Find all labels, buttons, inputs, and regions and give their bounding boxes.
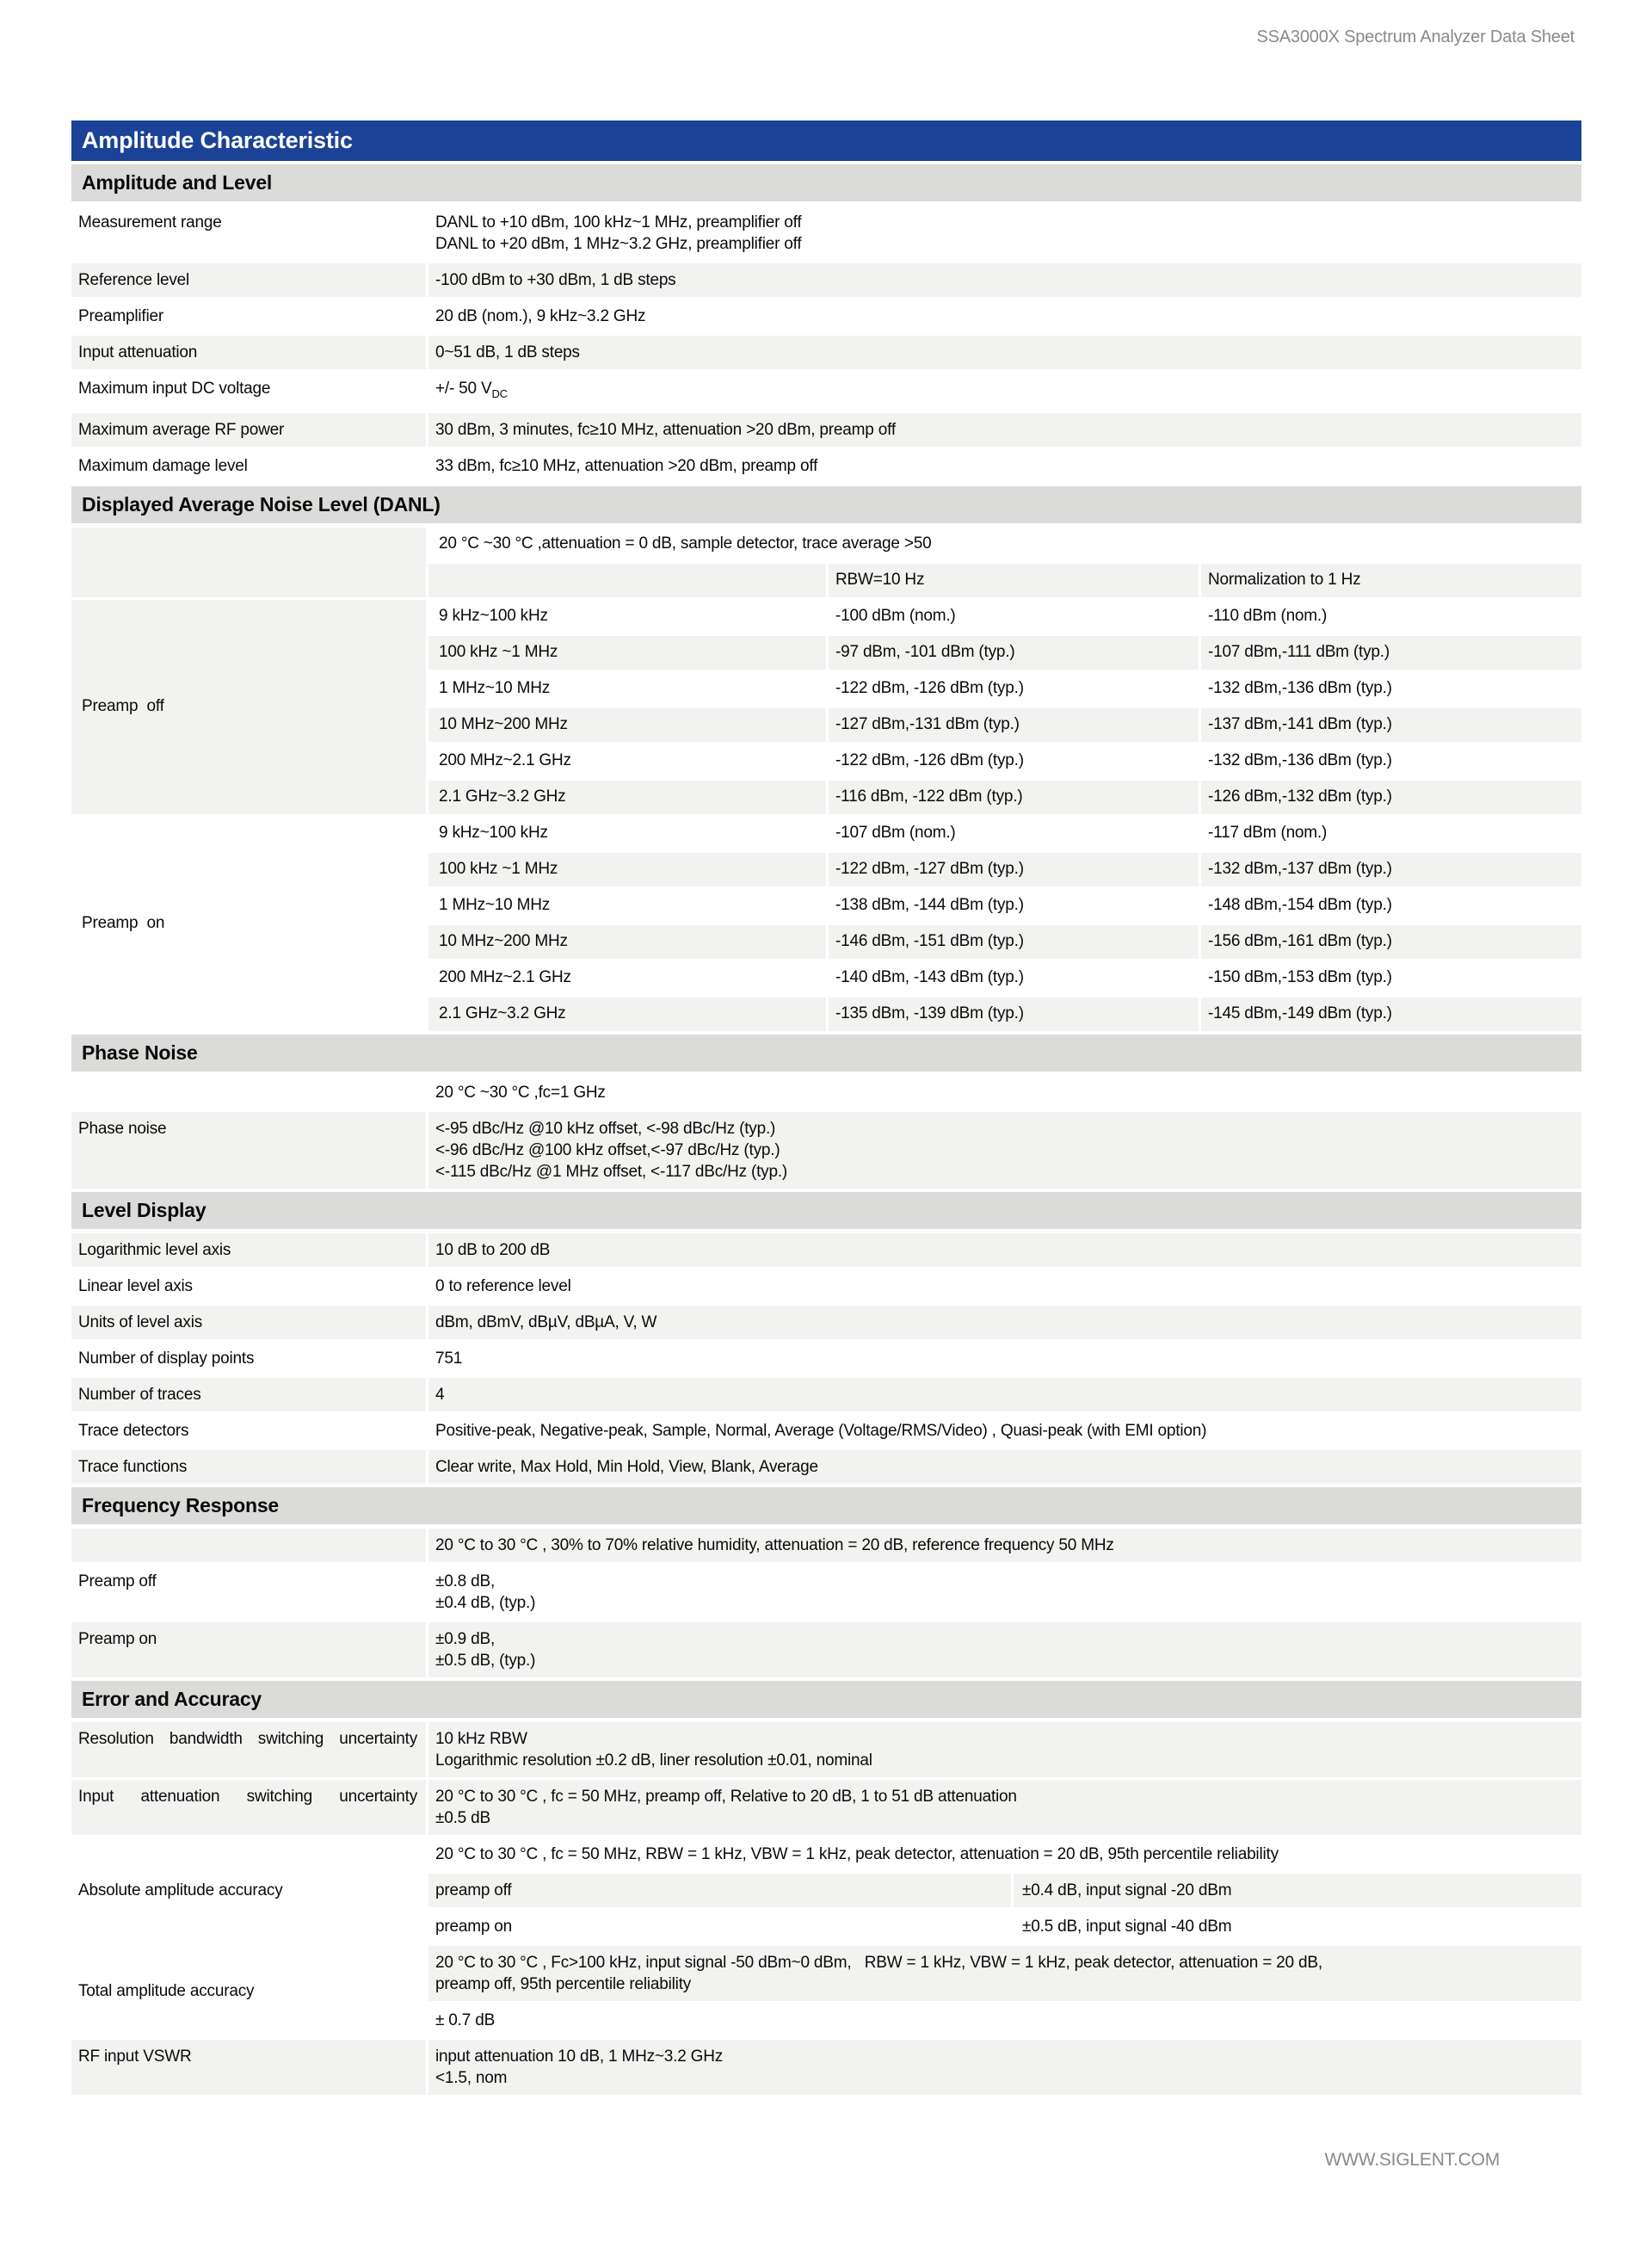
section-header-level-display: Level Display <box>71 1189 1581 1231</box>
danl-rbw-cell: -138 dBm, -144 dBm (typ.) <box>829 889 1199 923</box>
danl-group-label: Preamp on <box>71 817 426 1031</box>
row-label: Linear level axis <box>71 1269 426 1303</box>
value-line: ±0.5 dB, (typ.) <box>435 1651 536 1670</box>
spec-row <box>71 1777 1581 1835</box>
row-value: ± 0.7 dB <box>428 2001 1581 2037</box>
danl-norm-cell: -156 dBm,-161 dBm (typ.) <box>1201 925 1581 959</box>
condition-row <box>71 1073 1581 1109</box>
row-label: Maximum input DC voltage <box>71 372 426 411</box>
value-line: Positive-peak, Negative-peak, Sample, Normal, Average (Voltage/RMS/Video) , Quasi-peak (with EMI option) <box>435 1421 1207 1440</box>
danl-norm-cell: -150 dBm,-153 dBm (typ.) <box>1201 961 1581 995</box>
spec-row <box>71 1109 1581 1189</box>
value-line: DANL to +10 dBm, 100 kHz~1 MHz, preamplifier off <box>435 213 802 232</box>
danl-rbw-cell: -122 dBm, -126 dBm (typ.) <box>829 672 1199 706</box>
doc-header: SSA3000X Spectrum Analyzer Data Sheet <box>1256 28 1575 46</box>
value-line: 20 °C ~30 °C ,fc=1 GHz <box>435 1083 606 1102</box>
section-header-danl: Displayed Average Noise Level (DANL) <box>71 483 1581 525</box>
value-line: 10 kHz RBW <box>435 1729 527 1748</box>
row-value <box>428 1722 1581 1777</box>
sub-row-label: preamp off <box>428 1874 1011 1907</box>
section-header-phase-noise: Phase Noise <box>71 1031 1581 1073</box>
value-line: Logarithmic resolution ±0.2 dB, liner resolution ±0.01, nominal <box>435 1751 872 1770</box>
value-line: ±0.4 dB, (typ.) <box>435 1593 536 1612</box>
danl-norm-cell: -132 dBm,-136 dBm (typ.) <box>1201 672 1581 706</box>
danl-rbw-cell: -127 dBm,-131 dBm (typ.) <box>829 708 1199 742</box>
sub-row-value: ±0.5 dB, input signal -40 dBm <box>1014 1910 1581 1943</box>
value-line: <-95 dBc/Hz @10 kHz offset, <-98 dBc/Hz (typ.) <box>435 1119 776 1138</box>
spec-row <box>71 1720 1581 1777</box>
condition-row <box>428 1946 1581 2001</box>
sub-row <box>428 1871 1581 1907</box>
danl-rbw-cell: -140 dBm, -143 dBm (typ.) <box>829 961 1199 995</box>
sub-row <box>428 1907 1581 1943</box>
danl-rbw-cell: -116 dBm, -122 dBm (typ.) <box>829 781 1199 814</box>
row-value <box>428 1450 1581 1484</box>
datasheet-content <box>71 120 1581 2095</box>
spec-row <box>71 1448 1581 1484</box>
value-line: -100 dBm to +30 dBm, 1 dB steps <box>435 271 676 289</box>
row-label: Input attenuation <box>71 336 426 369</box>
spec-row <box>71 1620 1581 1677</box>
danl-range-cell: 200 MHz~2.1 GHz <box>428 744 826 778</box>
row-label: RF input VSWR <box>71 2040 426 2095</box>
condition-row: 20 °C to 30 °C , fc = 50 MHz, RBW = 1 kHz, VBW = 1 kHz, peak detector, attenuation = 20 dB, 95th percentile reliability <box>428 1837 1581 1871</box>
row-label: Maximum average RF power <box>71 413 426 447</box>
group-rows <box>428 1837 1581 1943</box>
row-value <box>428 1414 1581 1448</box>
subscript: DC <box>491 386 508 400</box>
section-header-amplitude-and-level: Amplitude and Level <box>71 161 1581 203</box>
row-label: Measurement range <box>71 206 426 261</box>
value-line: 20 dB (nom.), 9 kHz~3.2 GHz <box>435 307 646 325</box>
spec-row <box>71 333 1581 369</box>
danl-norm-cell: -137 dBm,-141 dBm (typ.) <box>1201 708 1581 742</box>
danl-rbw-cell: -146 dBm, -151 dBm (typ.) <box>829 925 1199 959</box>
danl-group-label: Preamp off <box>71 600 426 814</box>
row-value <box>428 413 1581 447</box>
value-line: preamp off, 95th percentile reliability <box>435 1974 692 1993</box>
danl-range-cell: 9 kHz~100 kHz <box>428 817 826 850</box>
danl-rbw-cell: -97 dBm, -101 dBm (typ.) <box>829 636 1199 670</box>
row-value <box>428 1112 1581 1189</box>
value-line: ±0.8 dB, <box>435 1572 496 1590</box>
row-value <box>428 449 1581 483</box>
spec-row <box>71 1375 1581 1411</box>
spec-row <box>71 447 1581 483</box>
row-label: Logarithmic level axis <box>71 1233 426 1267</box>
section-header-frequency-response: Frequency Response <box>71 1484 1581 1526</box>
row-value <box>428 1378 1581 1411</box>
spec-row <box>71 297 1581 333</box>
spec-row <box>71 1339 1581 1375</box>
danl-norm-cell: -145 dBm,-149 dBm (typ.) <box>1201 997 1581 1031</box>
row-label: Preamplifier <box>71 300 426 333</box>
row-value <box>428 2040 1581 2095</box>
danl-range-cell: 1 MHz~10 MHz <box>428 672 826 706</box>
spec-row <box>71 1562 1581 1620</box>
spec-row <box>71 1267 1581 1303</box>
row-value <box>428 1622 1581 1677</box>
row-label <box>71 1529 426 1562</box>
danl-range-cell: 9 kHz~100 kHz <box>428 600 826 633</box>
value-line: <-115 dBc/Hz @1 MHz offset, <-117 dBc/Hz (typ.) <box>435 1162 788 1181</box>
danl-rbw-cell: -100 dBm (nom.) <box>829 600 1199 633</box>
row-value <box>428 1076 1581 1109</box>
spec-table <box>71 161 1581 2095</box>
row-label: Resolution bandwidth switching uncertainty <box>71 1722 426 1777</box>
page-title: Amplitude Characteristic <box>71 120 1581 161</box>
danl-rbw-cell: -122 dBm, -127 dBm (typ.) <box>829 853 1199 886</box>
row-value <box>428 1306 1581 1339</box>
row-label: Preamp off <box>71 1565 426 1620</box>
value-line: <-96 dBc/Hz @100 kHz offset,<-97 dBc/Hz (typ.) <box>435 1140 780 1159</box>
spec-row <box>71 261 1581 297</box>
value-line: input attenuation 10 dB, 1 MHz~3.2 GHz <box>435 2047 724 2066</box>
danl-range-cell: 2.1 GHz~3.2 GHz <box>428 997 826 1031</box>
spec-row <box>71 1231 1581 1267</box>
row-label: Phase noise <box>71 1112 426 1189</box>
row-value <box>428 1269 1581 1303</box>
row-value <box>428 336 1581 369</box>
absolute-accuracy-group <box>71 1835 1581 1943</box>
danl-norm-cell: -110 dBm (nom.) <box>1201 600 1581 633</box>
danl-norm-cell: -132 dBm,-136 dBm (typ.) <box>1201 744 1581 778</box>
value-line: 4 <box>435 1385 445 1404</box>
sub-row-label: preamp on <box>428 1910 1011 1943</box>
danl-range-cell: 10 MHz~200 MHz <box>428 925 826 959</box>
row-value <box>428 1565 1581 1620</box>
danl-norm-cell: -126 dBm,-132 dBm (typ.) <box>1201 781 1581 814</box>
row-label <box>71 1076 426 1109</box>
row-label: Reference level <box>71 263 426 297</box>
row-value <box>428 1342 1581 1375</box>
danl-range-cell: 100 kHz ~1 MHz <box>428 636 826 670</box>
condition-row <box>71 1526 1581 1562</box>
spec-row <box>71 411 1581 447</box>
value-line: Clear write, Max Hold, Min Hold, View, Blank, Average <box>435 1457 818 1476</box>
sub-row-value: ±0.4 dB, input signal -20 dBm <box>1014 1874 1581 1907</box>
danl-rbw-cell: -135 dBm, -139 dBm (typ.) <box>829 997 1199 1031</box>
total-accuracy-group <box>71 1943 1581 2037</box>
danl-norm-cell: -117 dBm (nom.) <box>1201 817 1581 850</box>
danl-colheader-normalization: Normalization to 1 Hz <box>1201 564 1581 597</box>
group-rows <box>428 1946 1581 2037</box>
danl-colheader-rbw: RBW=10 Hz <box>829 564 1199 597</box>
value-line: ±0.5 dB <box>435 1808 490 1827</box>
value-line: DANL to +20 dBm, 1 MHz~3.2 GHz, preamplifier off <box>435 235 802 253</box>
row-value <box>428 1233 1581 1267</box>
value-line: 33 dBm, fc≥10 MHz, attenuation >20 dBm, preamp off <box>435 456 818 475</box>
spec-row <box>71 1303 1581 1339</box>
danl-colhead-spacer <box>428 564 826 597</box>
section-header-error-and-accuracy: Error and Accuracy <box>71 1677 1581 1720</box>
danl-norm-cell: -107 dBm,-111 dBm (typ.) <box>1201 636 1581 670</box>
row-value <box>428 372 1581 411</box>
row-label: Total amplitude accuracy <box>71 1946 426 2037</box>
row-label: Input attenuation switching uncertainty <box>71 1780 426 1835</box>
danl-range-cell: 2.1 GHz~3.2 GHz <box>428 781 826 814</box>
spec-row <box>71 2037 1581 2095</box>
spec-row <box>71 203 1581 261</box>
value-line: 20 °C to 30 °C , Fc>100 kHz, input signal -50 dBm~0 dBm, RBW = 1 kHz, VBW = 1 kHz, peak detector, attenuation = 20 dB, <box>435 1953 1322 1972</box>
danl-table <box>71 525 1581 1031</box>
row-value <box>428 263 1581 297</box>
value-line: +/- 50 $V_{DC}$ <box>435 380 508 400</box>
value-line: 0 to reference level <box>435 1276 571 1295</box>
spec-row <box>71 1411 1581 1448</box>
value-line: 10 dB to 200 dB <box>435 1240 551 1259</box>
row-value <box>428 1529 1581 1562</box>
danl-range-cell: 100 kHz ~1 MHz <box>428 853 826 886</box>
danl-norm-cell: -148 dBm,-154 dBm (typ.) <box>1201 889 1581 923</box>
value-line: 20 °C to 30 °C , fc = 50 MHz, preamp off, Relative to 20 dB, 1 to 51 dB attenuation <box>435 1787 1017 1806</box>
row-value <box>428 300 1581 333</box>
value-line: 0~51 dB, 1 dB steps <box>435 343 580 361</box>
value-line: <1.5, nom <box>435 2068 508 2087</box>
website-footer: WWW.SIGLENT.COM <box>1324 2150 1500 2170</box>
row-value <box>428 206 1581 261</box>
danl-rbw-cell: -107 dBm (nom.) <box>829 817 1199 850</box>
row-label: Maximum damage level <box>71 449 426 483</box>
danl-corner-cell <box>71 528 426 597</box>
row-label: Number of display points <box>71 1342 426 1375</box>
row-label: Units of level axis <box>71 1306 426 1339</box>
value-line: 751 <box>435 1349 463 1368</box>
danl-norm-cell: -132 dBm,-137 dBm (typ.) <box>1201 853 1581 886</box>
row-label: Preamp on <box>71 1622 426 1677</box>
danl-range-cell: 200 MHz~2.1 GHz <box>428 961 826 995</box>
spec-row <box>71 369 1581 411</box>
danl-range-cell: 1 MHz~10 MHz <box>428 889 826 923</box>
value-line: 30 dBm, 3 minutes, fc≥10 MHz, attenuation >20 dBm, preamp off <box>435 420 896 439</box>
row-label: Absolute amplitude accuracy <box>71 1837 426 1943</box>
value-line: 20 °C to 30 °C , 30% to 70% relative humidity, attenuation = 20 dB, reference frequency 50 MHz <box>435 1535 1114 1554</box>
value-line: ±0.9 dB, <box>435 1629 496 1648</box>
danl-condition: 20 °C ~30 °C ,attenuation = 0 dB, sample detector, trace average >50 <box>428 528 1581 561</box>
danl-range-cell: 10 MHz~200 MHz <box>428 708 826 742</box>
value-line: dBm, dBmV, dBµV, dBµA, V, W <box>435 1312 657 1331</box>
row-label: Trace functions <box>71 1450 426 1484</box>
row-label: Trace detectors <box>71 1414 426 1448</box>
row-label: Number of traces <box>71 1378 426 1411</box>
danl-rbw-cell: -122 dBm, -126 dBm (typ.) <box>829 744 1199 778</box>
row-value <box>428 1780 1581 1835</box>
